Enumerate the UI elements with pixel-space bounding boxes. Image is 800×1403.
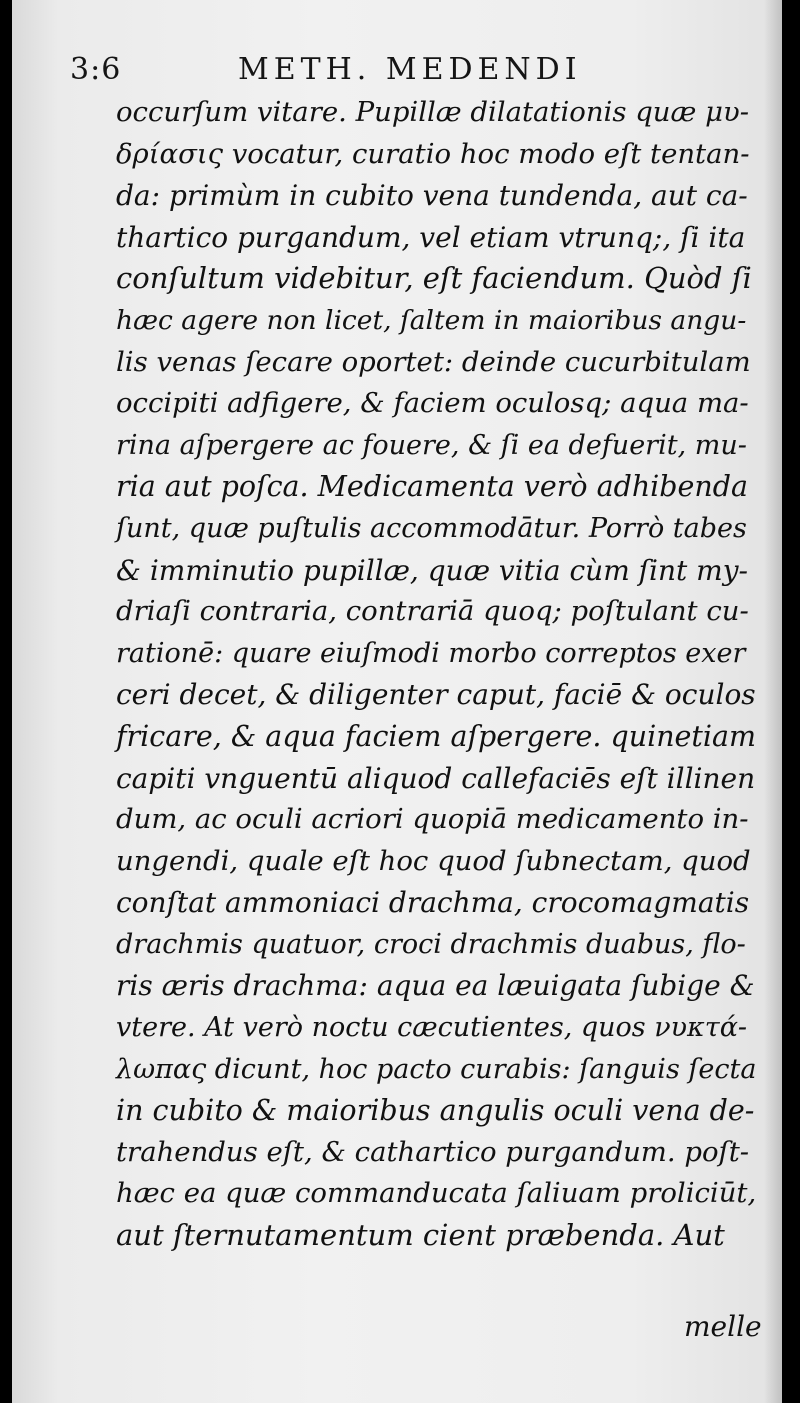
text-line: hæc ea quæ commanducata ſaliuam proliciūt, <box>116 1177 757 1210</box>
running-head <box>70 52 750 92</box>
text-line: hæc agere non licet, ſaltem in maioribus angu- <box>116 304 747 336</box>
catchword: melle <box>684 1310 762 1343</box>
text-line: δρίασις vocatur, curatio hoc modo eſt tentan- <box>116 137 750 170</box>
text-line: ſunt, quæ puſtulis accommodātur. Porrò tabes <box>116 512 747 544</box>
book-page <box>12 0 782 1403</box>
text-line: trahendus eſt, & cathartico purgandum. poſt- <box>116 1135 750 1168</box>
text-line: aut ſternutamentum cient præbenda. Aut <box>116 1218 725 1253</box>
text-line: occurſum vitare. Pupillæ dilatationis quæ μυ- <box>116 96 749 128</box>
text-line: vtere. At verò noctu cæcutientes, quos νυκτά- <box>116 1012 748 1044</box>
text-line: fricare, & aqua faciem aſpergere. quinetiam <box>116 719 756 753</box>
text-line: & imminutio pupillæ, quæ vitia cùm ſint my- <box>116 553 748 587</box>
text-line: capiti vnguentū aliquod callefaciēs eſt illinen <box>116 761 756 795</box>
text-line: dum, ac oculi acriori quopiā medicamento in- <box>116 803 749 836</box>
text-line: lis venas ſecare oportet: deinde cucurbitulam <box>116 345 751 378</box>
text-line: rationē: quare eiuſmodi morbo correptos exer <box>116 637 746 669</box>
text-line: conſultum videbitur, eſt faciendum. Quòd ſi <box>116 261 752 296</box>
body-text <box>116 92 756 1257</box>
text-line: ceri decet, & diligenter caput, faciē & oculos <box>116 678 756 712</box>
text-line: λωπας dicunt, hoc pacto curabis: ſanguis ſecta <box>116 1053 757 1085</box>
text-line: conſtat ammoniaci drachma, crocomagmatis <box>116 886 750 920</box>
text-line: ria aut poſca. Medicamenta verò adhibenda <box>116 470 748 504</box>
text-line: ungendi, quale eſt hoc quod ſubnectam, quod <box>116 844 751 877</box>
text-line: rina aſpergere ac fouere, & ſi ea defuerit, mu- <box>116 429 747 461</box>
text-line: ris æris drachma: aqua ea læuigata ſubige & <box>116 969 755 1003</box>
text-line: thartico purgandum, vel etiam vtrunq;, ſi ita <box>116 220 746 254</box>
text-line: da: primùm in cubito vena tundenda, aut ca- <box>116 179 748 213</box>
page-edge-shadow <box>764 0 782 1403</box>
text-line: driaſi contraria, contrariā quoq; poſtulant cu- <box>116 595 749 628</box>
running-title: METH. MEDENDI <box>238 52 582 87</box>
text-line: drachmis quatuor, croci drachmis duabus, flo- <box>116 928 746 960</box>
text-line: in cubito & maioribus angulis oculi vena de- <box>116 1094 755 1128</box>
page-number: 3:6 <box>70 52 122 87</box>
text-line: occipiti adfigere, & faciem oculosq; aqua ma- <box>116 387 749 420</box>
